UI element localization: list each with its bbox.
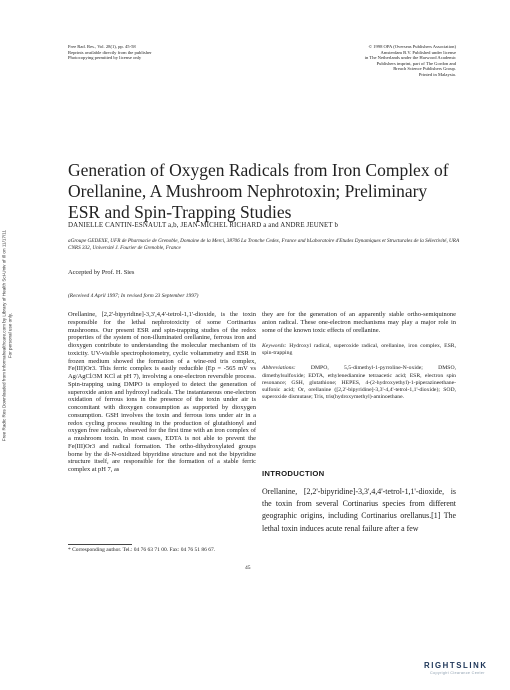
rightslink-tagline: Copyright Clearance Center xyxy=(430,671,485,675)
article-title: Generation of Oxygen Radicals from Iron Complex of Orellanine, A Mushroom Nephrotoxin; Preliminary ESR and Spin-Trapping Studies xyxy=(68,160,449,222)
keywords-block xyxy=(262,343,456,357)
corresponding-author-footnote: * Corresponding author. Tel.: 04 76 63 71 00. Fax: 04 76 51 86 67. xyxy=(68,547,216,553)
journal-header-left xyxy=(68,44,152,61)
header-line: © 1998 OPA (Overseas Publishers Association) xyxy=(368,44,456,49)
header-line: Amsterdam B.V. Published under license xyxy=(380,49,456,55)
abbreviations-label: Abbreviations: xyxy=(262,365,296,372)
introduction-heading: INTRODUCTION xyxy=(262,469,325,478)
accepted-by: Accepted by Prof. H. Sies xyxy=(68,269,135,276)
page-number: 45 xyxy=(245,565,251,571)
header-line: Free Rad. Res., Vol. 28(1), pp. 45-58 xyxy=(68,44,136,49)
abbreviations-block xyxy=(262,365,456,400)
keywords-label: Keywords: xyxy=(262,343,287,350)
sidebar-line: Free Radic Res Downloaded from informahealthcare.com by Library of Health Sci-Univ of Ill on 11/17/11 xyxy=(1,229,7,442)
received-dates: (Received 4 April 1997; In revised form 23 September 1997) xyxy=(68,293,199,299)
header-line: Printed in Malaysia. xyxy=(418,71,456,77)
article-affiliations: aGroupe GEDEXE, UFR de Pharmacie de Grenoble, Domaine de la Merci, 38706 La Tronche Cedex, France and bLaboratoire d'Etudes Dynamiques et Structurales de la Sélectivité, URA CNRS 332, Université J. Fourier de Grenoble, France xyxy=(68,238,460,252)
abstract-continuation: they are for the generation of an apparently stable ortho-semiquinone anion radical. These one-electron mechanisms may play a major role in some of the known toxic effects of orellanine. xyxy=(262,311,456,334)
journal-header-right xyxy=(300,44,456,78)
abstract-left-column xyxy=(68,311,256,474)
header-line: Breach Science Publishers Group. xyxy=(393,66,456,72)
abbreviations-text: DMPO, 5,5-dimethyl-1-pyrroline-N-oxide; DMSO, dimethylsulfoxide; EDTA, ethylenediamine tetraacetic acid; ESR, electron spin resonance; GSH, glutathione; HEPES, 4-(2-hydroxyethyl)-1-piperazineethane-sulfonic acid; Or, orellanine ([2,2'-bipyridine]-3,3'-4,4'-tetrol-1,1'-dioxide); SOD, superoxide dismutase; Tris, tris(hydroxymethyl)-aminoethane. xyxy=(262,365,457,400)
abstract-right-column xyxy=(262,311,456,401)
footnote-rule xyxy=(68,544,132,545)
sidebar-line: For personal use only. xyxy=(7,313,12,359)
abstract-text: Orellanine, [2,2'-bipyridine]-3,3',4,4'-tetrol-1,1'-dioxide, is the toxin responsible for the lethal nephrotoxicity of some Cortinarius mushrooms. Our present ESR and spin-trapping studies of the redox properties of the system of non-illuminated orellanine, ferrous iron and dioxygen contribute to understanding the molecular mechanism of its toxicity. UV-visible spectrophotometry, cyclic voltammetry and ESR in frozen medium showed the formation of a wine-red tris complex, Fe(III)Or3. This ferric complex is easily reducible (Ep = -565 mV vs Ag/AgCl/3M KCl at pH 7), involving a one-electron reversible process. Spin-trapping using DMPO is employed to detect the generation of superoxide anion and hydroxyl radicals. The instantaneous one-electron oxidation of ferrous ions in the presence of the toxin under air is concomitant with dioxygen consumption as supported by dioxygen consumption. GSH involves the toxin and ferrous ions under air in a redox cycling process resulting in the production of glutathionyl and oxygen free radicals, observed for the first time with an iron complex of a mushroom toxin. In most cases, EDTA is not able to prevent the Fe(III)Or3 and radical formation. The ortho-dihydroxylated groups borne by the di-N-oxidized bipyridine structure and not the bipyridine structure itself, are responsible for the formation of a stable ferric complex at pH 7, as xyxy=(68,311,256,473)
keywords-text: Hydroxyl radical, superoxide radical, orellanine, iron complex, ESR, spin-trapping xyxy=(262,343,456,357)
header-line: Photocopying permitted by license only xyxy=(68,55,142,61)
introduction-text: Orellanine, [2,2'-bipyridine]-3,3',4,4'-tetrol-1,1'-dioxide, is the toxin from several Cortinarius species from different geographic origins, including Cortinarius orellanus.[1] The lethal toxin induces acute renal failure after a few xyxy=(262,487,456,533)
header-line: in The Netherlands under the Harwood Academic xyxy=(364,55,456,61)
header-line: Reprints available directly from the publisher xyxy=(68,49,152,55)
article-authors: DANIELLE CANTIN-ESNAULT a,b, JEAN-MICHEL RICHARD a and ANDRE JEUNET b xyxy=(68,222,339,229)
header-line: Publishers imprint, part of The Gordon and xyxy=(376,60,456,66)
rightslink-logo[interactable]: RIGHTSLINK xyxy=(424,661,488,670)
download-sidebar xyxy=(1,11,12,661)
